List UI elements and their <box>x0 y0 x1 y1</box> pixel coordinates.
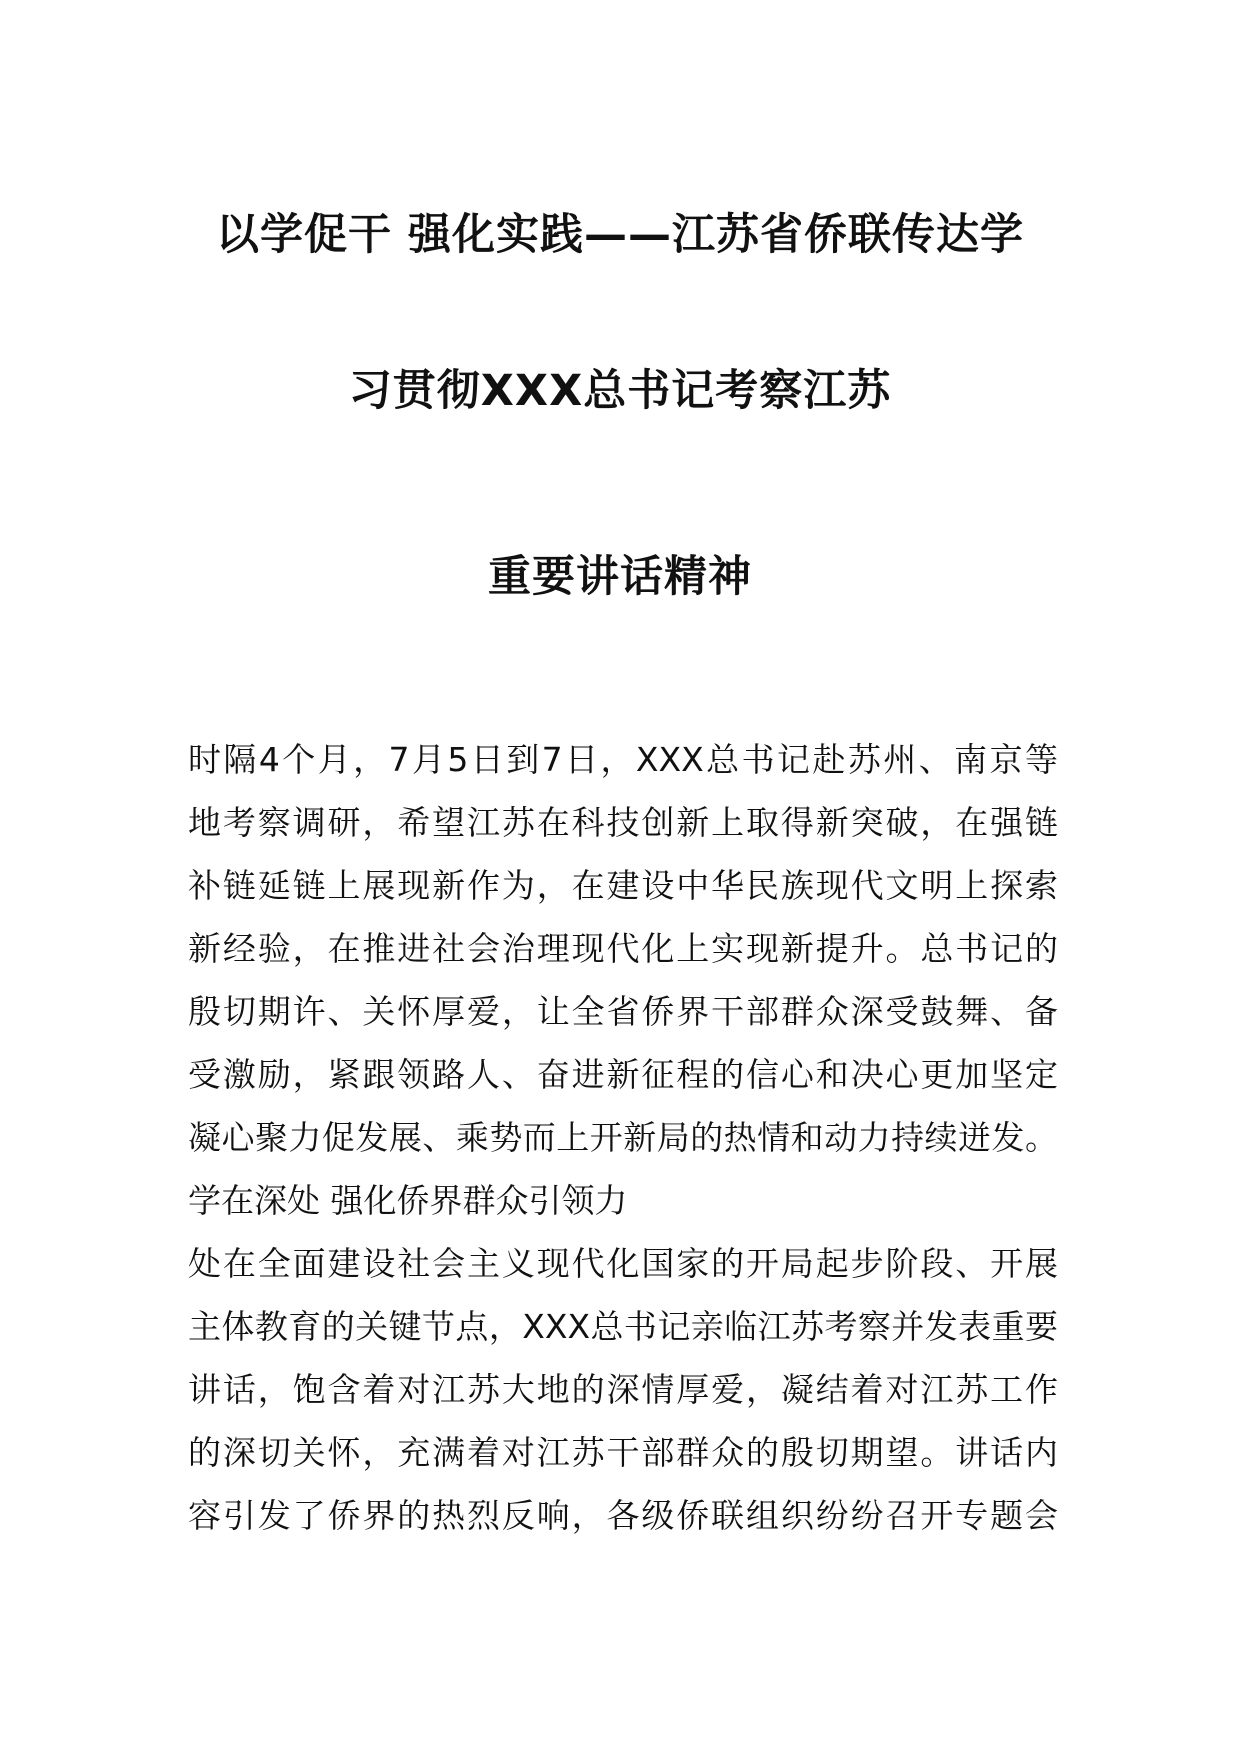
body-line-3: 补链延链上展现新作为，在建设中华民族现代文明上探索 <box>188 866 1058 905</box>
body-line-9: 处在全面建设社会主义现代化国家的开局起步阶段、开展 <box>188 1244 1058 1283</box>
body-line-2: 地考察调研，希望江苏在科技创新上取得新突破，在强链 <box>188 803 1058 842</box>
document-title-line-1: 以学促干 强化实践——江苏省侨联传达学 <box>216 210 1024 260</box>
body-line-11: 讲话，饱含着对江苏大地的深情厚爱，凝结着对江苏工作 <box>188 1370 1058 1409</box>
body-line-5: 殷切期许、关怀厚爱，让全省侨界干部群众深受鼓舞、备 <box>188 992 1058 1031</box>
section-heading: 学在深处 强化侨界群众引领力 <box>188 1181 628 1220</box>
document-title-line-3: 重要讲话精神 <box>488 552 752 602</box>
body-line-6: 受激励，紧跟领路人、奋进新征程的信心和决心更加坚定 <box>188 1055 1058 1094</box>
body-line-4: 新经验，在推进社会治理现代化上实现新提升。总书记的 <box>188 929 1058 968</box>
body-line-10: 主体教育的关键节点，XXX总书记亲临江苏考察并发表重要 <box>188 1307 1058 1346</box>
body-line-12: 的深切关怀，充满着对江苏干部群众的殷切期望。讲话内 <box>188 1433 1058 1472</box>
body-line-13: 容引发了侨界的热烈反响，各级侨联组织纷纷召开专题会 <box>188 1496 1058 1535</box>
body-line-1: 时隔4个月，7月5日到7日，XXX总书记赴苏州、南京等 <box>188 740 1058 779</box>
body-line-7: 凝心聚力促发展、乘势而上开新局的热情和动力持续迸发。 <box>188 1118 1058 1157</box>
document-title-line-2: 习贯彻XXX总书记考察江苏 <box>348 366 892 416</box>
